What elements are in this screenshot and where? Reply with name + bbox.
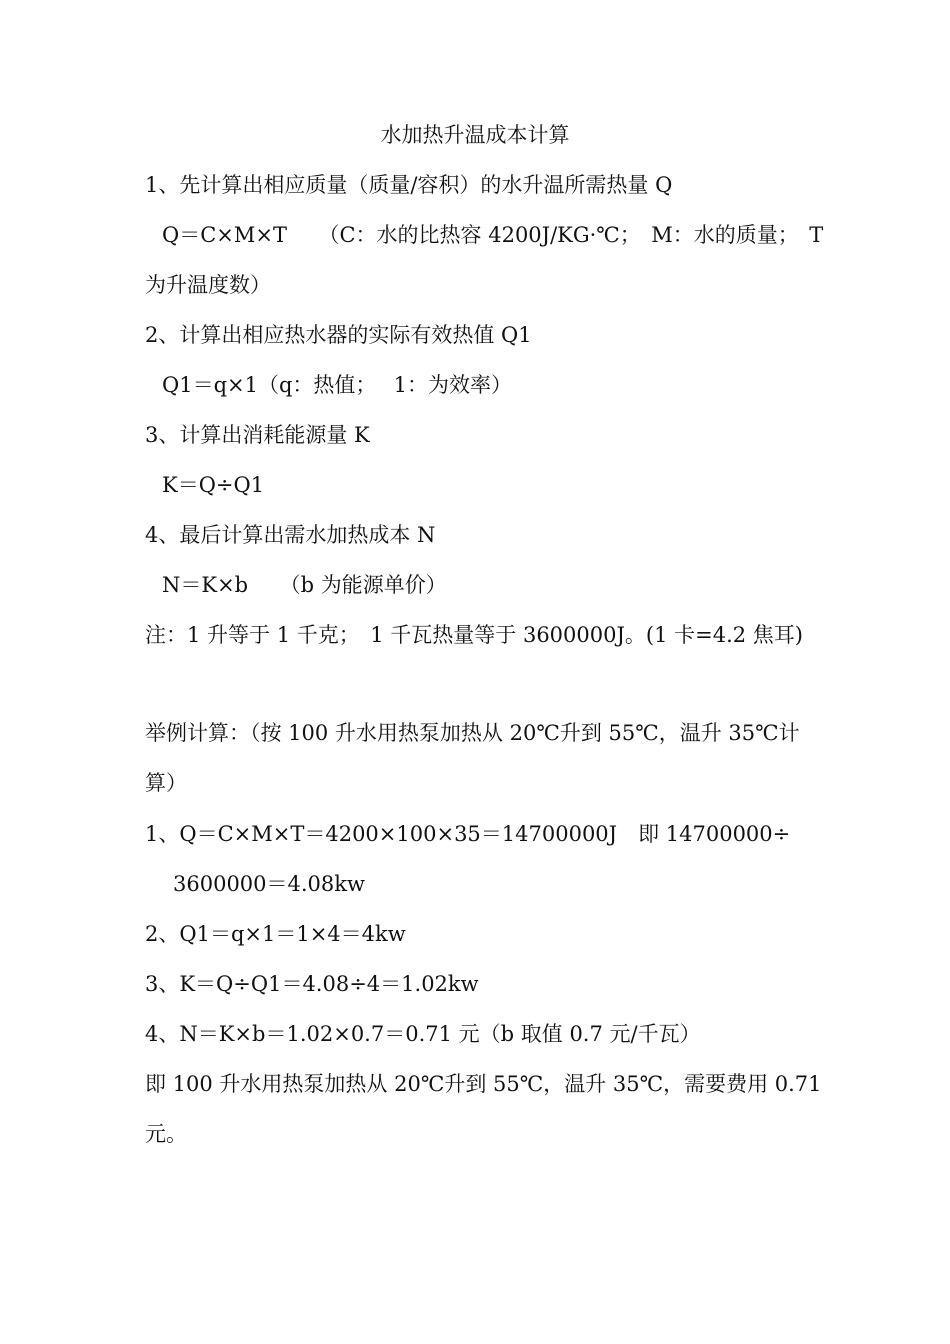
example-conclusion-continued: 元。 — [145, 1122, 187, 1146]
step-2-formula: Q1＝q×1（q：热值； 1：为效率） — [162, 373, 512, 397]
example-step-4: 4、N＝K×b＝1.02×0.7＝0.71 元（b 取值 0.7 元/千瓦） — [145, 1022, 701, 1046]
step-1-formula-continued: 为升温度数） — [145, 273, 271, 297]
example-step-1: 1、Q＝C×M×T＝4200×100×35＝14700000J 即 14700000÷ — [145, 822, 791, 846]
example-step-1-continued: 3600000＝4.08kw — [173, 872, 365, 896]
document-title: 水加热升温成本计算 — [380, 123, 570, 147]
example-step-2: 2、Q1＝q×1＝1×4＝4kw — [145, 922, 406, 946]
example-intro: 举例计算：（按 100 升水用热泵加热从 20℃升到 55℃，温升 35℃计 — [145, 721, 800, 745]
step-4-formula: N＝K×b （b 为能源单价） — [162, 573, 447, 597]
step-3-formula: K＝Q÷Q1 — [162, 473, 265, 497]
step-3-heading: 3、计算出消耗能源量 K — [145, 423, 370, 447]
example-step-3: 3、K＝Q÷Q1＝4.08÷4＝1.02kw — [145, 972, 479, 996]
example-intro-continued: 算） — [145, 771, 187, 795]
step-2-heading: 2、计算出相应热水器的实际有效热值 Q1 — [145, 323, 532, 347]
example-conclusion: 即 100 升水用热泵加热从 20℃升到 55℃，温升 35℃，需要费用 0.71 — [145, 1072, 822, 1096]
note: 注：1 升等于 1 千克； 1 千瓦热量等于 3600000J。(1 卡=4.2 焦耳) — [145, 623, 803, 647]
step-1-formula: Q＝C×M×T （C：水的比热容 4200J/KG·℃； M：水的质量； T — [162, 223, 824, 247]
step-1-heading: 1、先计算出相应质量（质量/容积）的水升温所需热量 Q — [145, 173, 673, 197]
step-4-heading: 4、最后计算出需水加热成本 N — [145, 523, 436, 547]
